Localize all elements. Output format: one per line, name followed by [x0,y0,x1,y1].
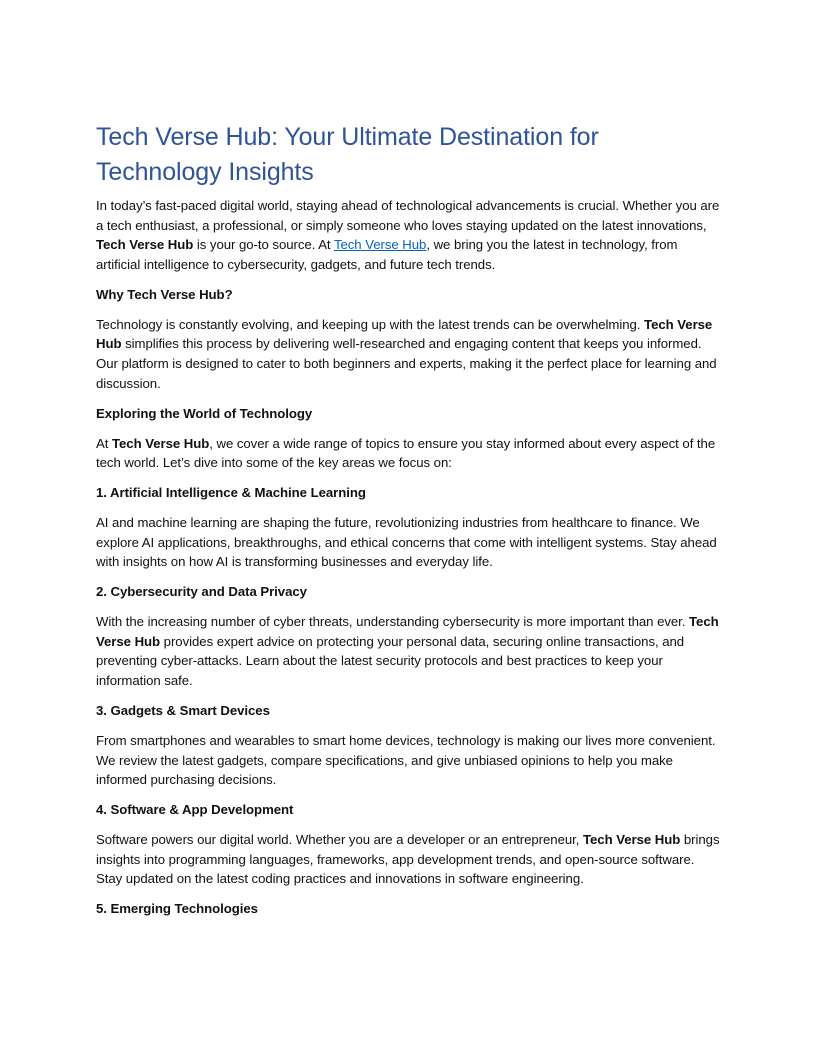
intro-text-3: , we bring you the latest in technology, from artificial intelligence to cybersecurity, gadgets, and future tech trends. [96,237,678,272]
why-brand: Tech Verse Hub [96,316,713,352]
gadgets-paragraph: From smartphones and wearables to smart home devices, technology is making our lives more convenient. We review the latest gadgets, compare specifications, and give unbiased opinions to help you make informed purchasing decisions. [96,732,716,788]
exploring-paragraph [96,434,720,473]
cyber-text-1: With the increasing number of cyber threats, understanding cybersecurity is more important than ever. [96,614,690,630]
exploring-text-1: At [96,435,112,451]
intro-brand: Tech Verse Hub [96,237,194,253]
why-heading: Why Tech Verse Hub? [96,286,233,302]
exploring-brand: Tech Verse Hub [111,435,210,451]
exploring-heading: Exploring the World of Technology [96,405,313,421]
cyber-text-2: provides expert advice on protecting your personal data, securing online transactions, and preventing cyber-attacks. Learn about the latest security protocols and best practices to keep your information safe. [96,633,685,688]
software-brand: Tech Verse Hub [583,832,681,848]
gadgets-heading: 3. Gadgets & Smart Devices [96,702,270,718]
emerging-heading: 5. Emerging Technologies [96,901,258,917]
intro-text-1: In today’s fast-paced digital world, staying ahead of technological advancements is crucial. Whether you are a tech enthusiast, a professional, or simply someone who loves staying updated on the latest innovations, [96,198,720,233]
intro-text-2: is your go-to source. At [193,237,334,253]
ai-heading: 1. Artificial Intelligence & Machine Learning [96,485,366,501]
intro-paragraph [96,196,720,274]
software-paragraph [96,830,720,889]
document-page [96,120,720,929]
cyber-brand: Tech Verse Hub [96,614,719,649]
why-text-2: simplifies this process by delivering well-researched and engaging content that keeps you informed. Our platform is designed to cater to both beginners and experts, making it the perfect place for learning and discussion. [96,336,717,391]
cyber-heading: 2. Cybersecurity and Data Privacy [96,584,307,600]
why-text-1: Technology is constantly evolving, and keeping up with the latest trends can be overwhelming. [96,316,645,332]
ai-paragraph: AI and machine learning are shaping the future, revolutionizing industries from healthcare to finance. We explore AI applications, breakthroughs, and ethical concerns that come with intelligent systems. Stay ahead with insights on how AI is transforming businesses and everyday life. [96,515,717,570]
exploring-text-2: , we cover a wide range of topics to ensure you stay informed about every aspect of the tech world. Let’s dive into some of the key areas we focus on: [96,435,716,471]
tech-verse-hub-link[interactable]: Tech Verse Hub [333,237,427,253]
software-text-2: brings insights into programming languages, frameworks, app development trends, and open-source software. Stay updated on the latest coding practices and innovations in software engineering. [96,832,720,887]
document-title: Tech Verse Hub: Your Ultimate Destination for Technology Insights [96,123,599,186]
cyber-paragraph [96,612,720,690]
why-paragraph [96,315,720,393]
software-heading: 4. Software & App Development [96,802,294,818]
software-text-1: Software powers our digital world. Whether you are a developer or an entrepreneur, [96,832,583,848]
